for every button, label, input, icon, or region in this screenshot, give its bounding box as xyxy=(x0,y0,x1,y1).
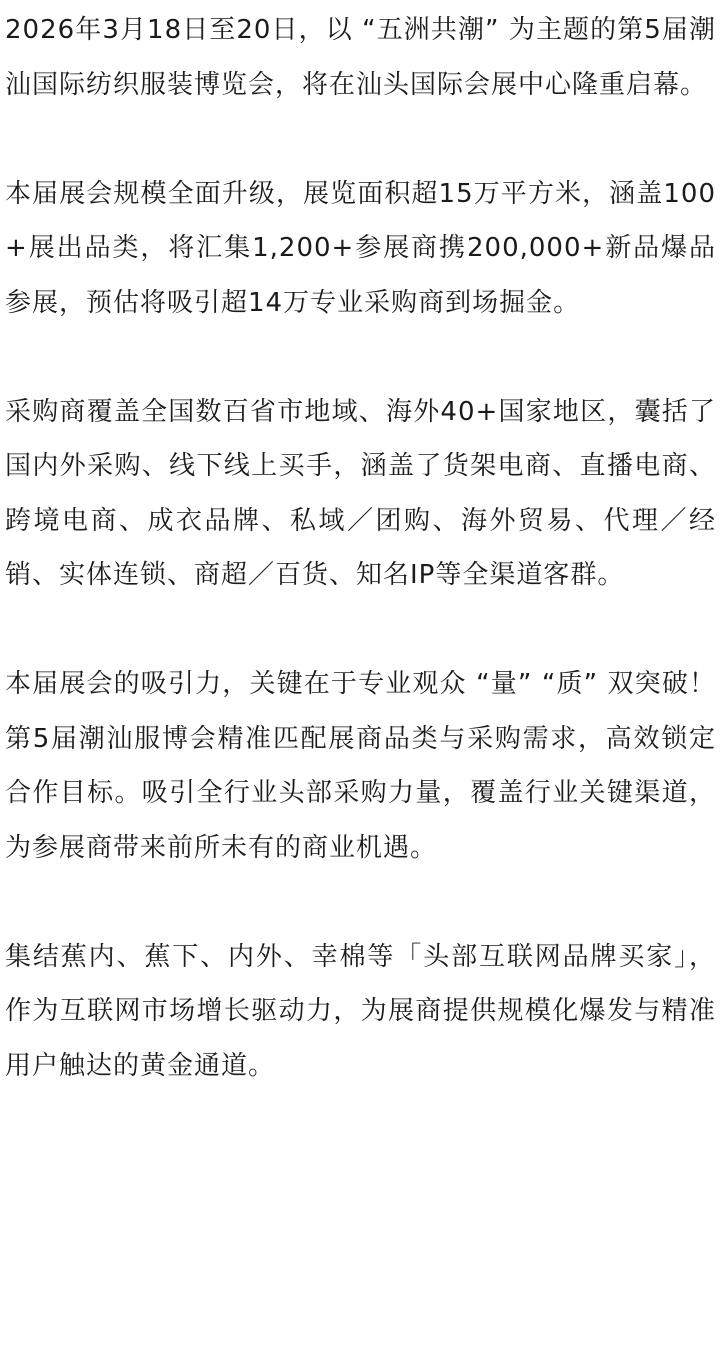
paragraph-attraction: 本届展会的吸引力，关键在于专业观众 “量” “质” 双突破！第5届潮汕服博会精准匹配展商品类与采购需求，高效锁定合作目标。吸引全行业头部采购力量，覆盖行业关键渠道，为参展商带来前所未有的商业机遇。 xyxy=(5,669,716,863)
paragraph-scale: 本届展会规模全面升级，展览面积超15万平方米，涵盖100+展出品类，将汇集1,200+参展商携200,000+新品爆品参展，预估将吸引超14万专业采购商到场掘金。 xyxy=(5,178,716,318)
paragraph-expo-intro: 2026年3月18日至20日，以 “五洲共潮” 为主题的第5届潮汕国际纺织服装博览会，将在汕头国际会展中心隆重启幕。 xyxy=(5,15,716,100)
paragraph-internet-brands: 集结蕉内、蕉下、内外、幸棉等「头部互联网品牌买家」，作为互联网市场增长驱动力，为展商提供规模化爆发与精准用户触达的黄金通道。 xyxy=(5,941,716,1081)
paragraph-buyers: 采购商覆盖全国数百省市地域、海外40+国家地区，囊括了国内外采购、线下线上买手，涵盖了货架电商、直播电商、跨境电商、成衣品牌、私域／团购、海外贸易、代理／经销、实体连锁、商超／百货、知名IP等全渠道客群。 xyxy=(5,396,716,590)
